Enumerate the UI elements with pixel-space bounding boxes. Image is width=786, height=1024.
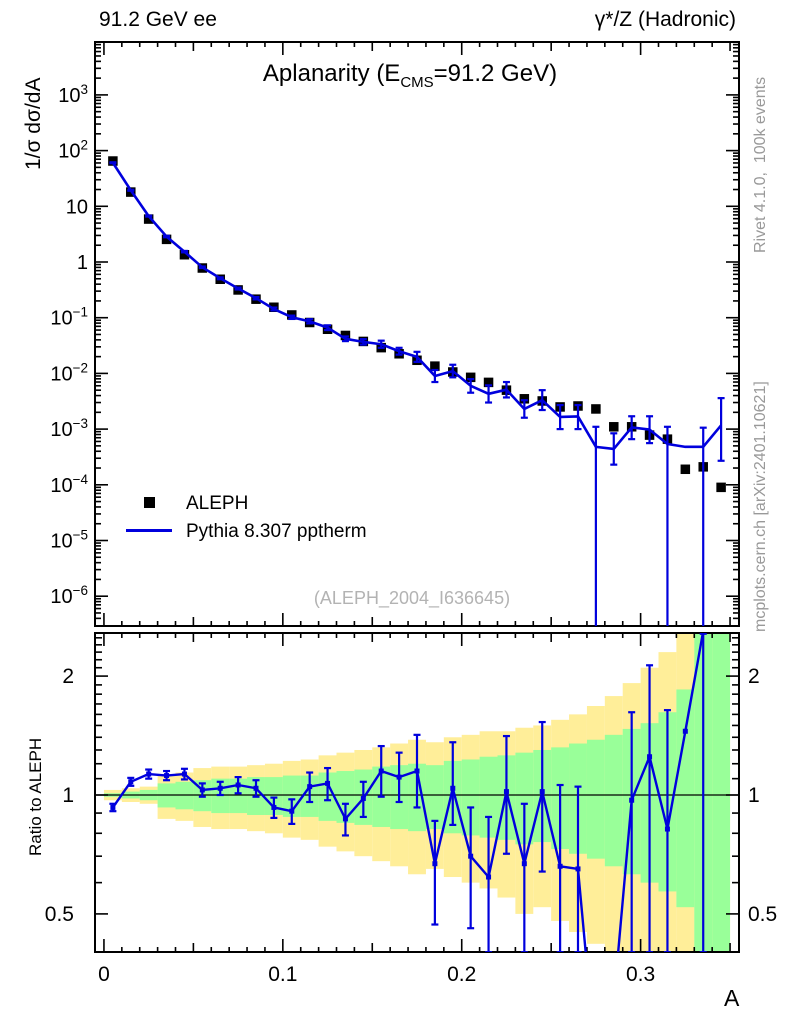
main-y-tick-label: $10^{-6}$ [50,583,88,609]
ratio-marker [576,866,581,871]
legend-marker-aleph [144,497,155,508]
ratio-marker [450,786,455,791]
ratio-marker [558,864,563,869]
main-y-tick-label: $10^2$ [58,137,88,163]
ratio-marker [325,781,330,786]
legend-marker-pythia [126,529,172,532]
legend-label-aleph: ALEPH [186,493,249,514]
x-axis-title: A [724,985,740,1011]
tick-label: 0.2 [447,963,477,986]
ratio-marker [307,784,312,789]
ratio-marker [665,827,670,832]
ratio-marker [504,789,509,794]
main-y-tick-label: $10^{-4}$ [50,471,88,497]
tick-label: 2 [748,665,760,689]
ratio-marker [379,769,384,774]
main-y-tick-label: $10^{-1}$ [50,304,88,330]
tick-label: 0.1 [268,963,298,986]
ratio-marker [432,861,437,866]
beam-energy-label: 91.2 GeV ee [99,8,217,31]
ratio-marker [486,875,491,880]
ratio-marker [110,805,115,810]
aleph-marker [609,422,619,432]
plot-title-prefix: Aplanarity (E [262,60,401,87]
pythia-error-bars [109,162,724,635]
ratio-marker [647,754,652,759]
plot-title-subscript: CMS [400,73,434,91]
ratio-marker [361,796,366,801]
ratio-marker [629,798,634,803]
ratio-marker [683,729,688,734]
plot-title-suffix: =91.2 GeV) [433,60,558,87]
main-y-tick-label: $10^3$ [58,81,88,107]
ratio-marker [254,786,259,791]
ratio-marker [611,999,616,1004]
ratio-marker [397,775,402,780]
aleph-marker [591,404,601,414]
aleph-marker [716,483,726,493]
main-y-axis-title: 1/σ dσ/dA [22,77,45,170]
ratio-marker [415,769,420,774]
plot-title [263,60,557,91]
ratio-marker [289,809,294,814]
main-y-tick-label: $10^{-2}$ [50,360,88,386]
rivet-version-caption: Rivet 4.1.0, 100k events [752,76,769,253]
ratio-marker [182,772,187,777]
tick-label: 0.5 [44,902,74,926]
tick-label: 1 [748,784,760,807]
tick-label: 0.5 [748,902,778,926]
main-plot-data [108,156,726,635]
ratio-marker [164,773,169,778]
analysis-id-watermark: (ALEPH_2004_I636645) [313,588,511,608]
ratio-marker [540,789,545,794]
tick-label: 0.3 [626,963,656,986]
ratio-marker [236,783,241,788]
ratio-marker [128,779,133,784]
ratio-marker [343,816,348,821]
main-y-tick-label: $10^{-3}$ [50,416,88,442]
ratio-marker [200,787,205,792]
ratio-marker [218,786,223,791]
legend-label-pythia: Pythia 8.307 pptherm [186,521,367,542]
pythia-line [113,163,721,449]
process-label: γ*/Z (Hadronic) [594,8,736,31]
aleph-marker [681,465,691,475]
ratio-marker [522,861,527,866]
ratio-y-axis-title: Ratio to ALEPH [26,737,45,856]
ratio-marker [719,604,724,609]
main-y-tick-label: 10 [65,196,88,219]
main-y-tick-label: $10^{-5}$ [50,527,88,553]
ratio-marker [146,772,151,777]
aleph-data-points [108,156,726,492]
main-y-tick-label: 1 [76,252,88,274]
tick-label: 1 [62,784,74,807]
ratio-marker [271,805,276,810]
ratio-marker [468,854,473,859]
mcplots-arxiv-caption: mcplots.cern.ch [arXiv:2401.10621] [752,381,769,632]
tick-label: 0 [98,963,110,986]
tick-label: 2 [62,665,74,689]
